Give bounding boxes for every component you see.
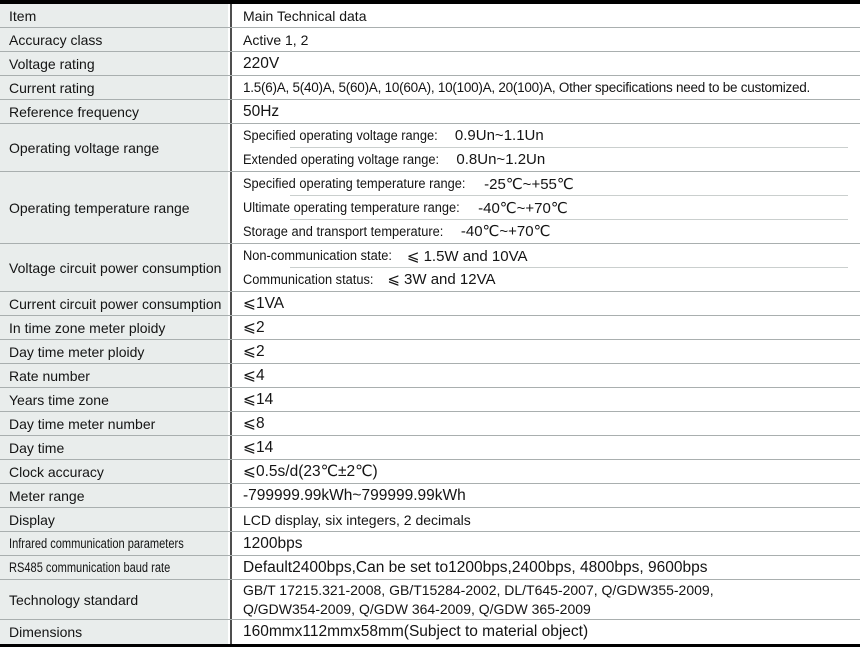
row-label: Years time zone — [9, 391, 109, 408]
table-row-accuracy-class — [0, 28, 860, 52]
table-row-reference-frequency — [0, 100, 860, 124]
row-label: Day time meter ploidy — [9, 343, 145, 360]
subrow-label: Specified operating voltage range: — [243, 128, 438, 144]
row-value: ⩽8 — [243, 415, 265, 432]
row-value: 1200bps — [243, 534, 303, 552]
subrow-value: ⩽ 1.5W and 10VA — [406, 247, 528, 265]
table-row-operating-voltage-range — [0, 124, 860, 172]
row-value: ⩽4 — [243, 367, 265, 384]
subrow-value: ⩽ 3W and 12VA — [387, 271, 496, 289]
row-value: Main Technical data — [243, 7, 367, 24]
row-label: Clock accuracy — [9, 463, 104, 480]
subrow-label: Non-communication state: — [243, 248, 392, 264]
row-value: LCD display, six integers, 2 decimals — [243, 511, 471, 528]
row-value: Default2400bps,Can be set to1200bps,2400bps, 4800bps, 9600bps — [243, 558, 708, 576]
row-value: 160mmx112mmx58mm(Subject to material object) — [243, 623, 589, 640]
row-label: Voltage circuit power consumption — [9, 259, 222, 276]
table-row-technology-standard — [0, 580, 860, 620]
subrow — [232, 124, 860, 148]
table-row-voltage-circuit-power-consumption — [0, 244, 860, 292]
row-label: RS485 communication baud rate — [9, 560, 171, 575]
row-label: Current rating — [9, 79, 95, 96]
subrow-value: -25℃~+55℃ — [484, 175, 574, 193]
row-label: Infrared communication parameters — [9, 536, 184, 551]
row-value: ⩽14 — [243, 439, 274, 456]
table-row-years-time-zone — [0, 388, 860, 412]
table-row-dimensions — [0, 620, 860, 644]
row-label: Rate number — [9, 367, 90, 384]
row-value: Active 1, 2 — [243, 31, 309, 48]
table-row-meter-range — [0, 484, 860, 508]
table-row-operating-temperature-range — [0, 172, 860, 244]
subrow — [232, 268, 860, 292]
subrow — [232, 244, 860, 268]
table-row-item — [0, 4, 860, 28]
table-row-current-rating — [0, 76, 860, 100]
table-row-in-time-zone-meter-ploidy — [0, 316, 860, 340]
row-label: Item — [9, 7, 37, 24]
standard-line-2: Q/GDW354-2009, Q/GDW 364-2009, Q/GDW 365-2009 — [243, 600, 591, 617]
subrow-label: Ultimate operating temperature range: — [243, 200, 460, 215]
row-label: Meter range — [9, 487, 85, 504]
row-label: Day time — [9, 439, 65, 456]
row-value: ⩽2 — [243, 319, 265, 336]
row-value: ⩽2 — [243, 343, 265, 360]
row-value: 50Hz — [243, 102, 280, 120]
table-row-voltage-rating — [0, 52, 860, 76]
subrow-label: Communication status: — [243, 271, 374, 287]
row-label: Accuracy class — [9, 31, 103, 48]
row-value: ⩽14 — [243, 391, 274, 408]
row-label: Operating temperature range — [9, 199, 190, 216]
subrow — [232, 196, 860, 220]
subrow-value: -40℃~+70℃ — [460, 223, 551, 241]
row-label: Display — [9, 511, 55, 528]
table-row-clock-accuracy — [0, 460, 860, 484]
table-row-day-time-meter-number — [0, 412, 860, 436]
subrow-label: Storage and transport temperature: — [243, 223, 444, 239]
subrow-value: 0.9Un~1.1Un — [454, 127, 544, 145]
row-label: Voltage rating — [9, 55, 95, 72]
row-value: 1.5(6)A, 5(40)A, 5(60)A, 10(60A), 10(100)A, 20(100)A, Other specifications need to be customized. — [243, 80, 811, 95]
subrow-label: Extended operating voltage range: — [243, 151, 440, 167]
subrow-label: Specified operating temperature range: — [243, 176, 466, 192]
subrow — [232, 172, 860, 196]
row-value: ⩽0.5s/d(23℃±2℃) — [243, 463, 378, 480]
table-row-rs485-communication-baud-rate — [0, 556, 860, 580]
subrow-value: -40℃~+70℃ — [478, 199, 568, 217]
table-row-current-circuit-power-consumption — [0, 292, 860, 316]
row-label: Day time meter number — [9, 415, 156, 432]
row-value: -799999.99kWh~799999.99kWh — [243, 486, 466, 504]
row-value: ⩽1VA — [243, 295, 285, 312]
row-label: Technology standard — [9, 591, 139, 608]
row-label: Current circuit power consumption — [9, 295, 222, 312]
subrow — [232, 219, 860, 243]
row-label: In time zone meter ploidy — [9, 319, 166, 336]
table-row-rate-number — [0, 364, 860, 388]
table-row-day-time-meter-ploidy — [0, 340, 860, 364]
table-row-infrared-communication-parameters — [0, 532, 860, 556]
row-label: Reference frequency — [9, 103, 139, 120]
standard-line-1: GB/T 17215.321-2008, GB/T15284-2002, DL/T645-2007, Q/GDW355-2009, — [243, 581, 714, 598]
subrow-value: 0.8Un~1.2Un — [456, 150, 546, 168]
subrow — [232, 148, 860, 172]
table-row-day-time — [0, 436, 860, 460]
row-label: Operating voltage range — [9, 139, 160, 156]
row-label: Dimensions — [9, 624, 83, 640]
row-value: 220V — [243, 54, 280, 72]
table-row-display — [0, 508, 860, 532]
row-value — [243, 581, 714, 619]
